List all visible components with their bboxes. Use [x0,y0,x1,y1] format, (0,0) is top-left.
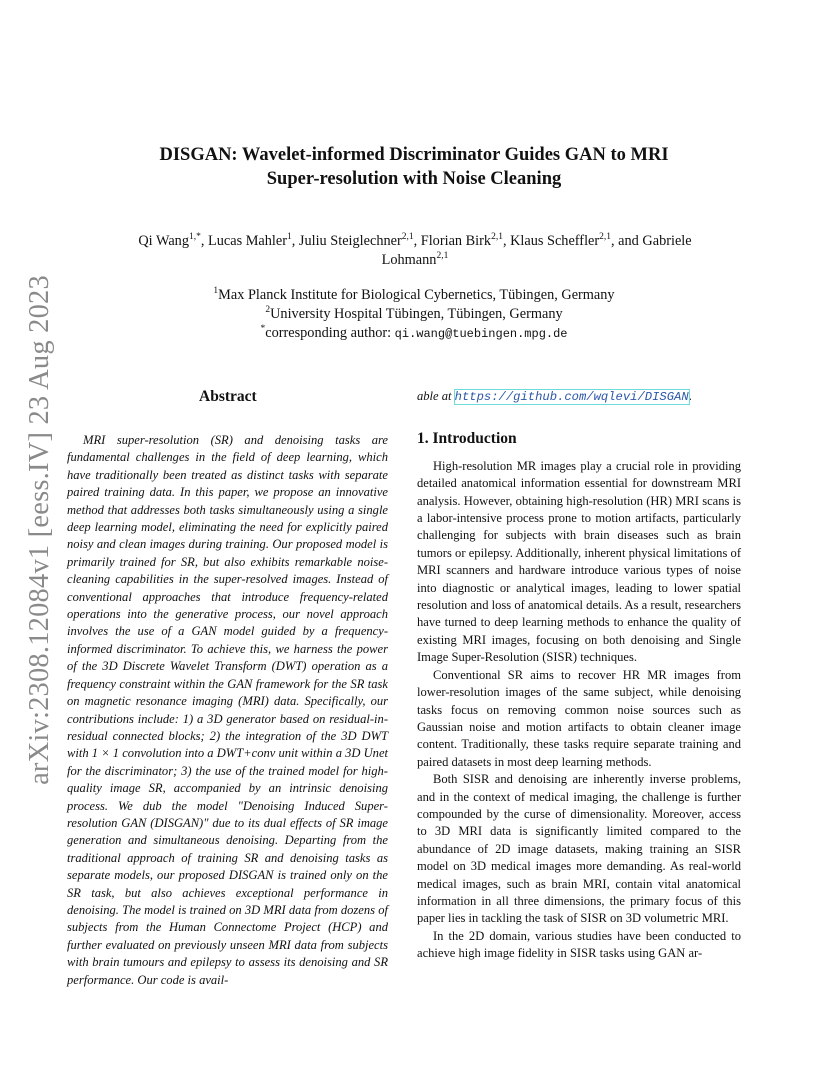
intro-paragraph-3: Both SISR and denoising are inherently inverse problems, and in the context of medical imaging, the challenge is further compounded by the curse of dimensionality. Moreover, access to 3D MRI data is significantly limited compared to the abundance of 2D image datasets, making training an SISR model on 3D medical images more demanding. As real-world medical images, such as brain MRI, contain vital anatomical information in all three dimensions, the primary focus of this paper lies in tackling the task of SISR on 3D volumetric MRI. [417,772,741,926]
introduction-heading: 1. Introduction [417,430,517,448]
author-name: Lohmann [381,252,437,268]
author-affiliation-mark: 2,1 [436,251,449,262]
author-email[interactable]: qi.wang@tuebingen.mpg.de [394,327,568,341]
intro-paragraph-1: High-resolution MR images play a crucial role in providing detailed anatomical information essential for downstream MRI analysis. However, obtaining high-resolution (HR) MRI scans is a labor-intensive process prone to motion artifacts, particularly challenging for subjects with brain diseases such as brain tumors or epilepsy. Additionally, inherent physical limitations of MRI scanners and hardware introduce various types of noise into diagnostic or analytical images, leading to lower spatial resolution and loss of anatomical details. As a result, researchers have turned to deep learning methods to enhance the quality of existing MRI images, focusing on both denoising and Single Image Super-Resolution (SISR) techniques. [417,458,741,665]
title-line-2: Super-resolution with Noise Cleaning [266,169,562,189]
abstract-continuation: able at https://github.com/wqlevi/DISGAN. [417,389,692,404]
author-list [82,232,748,270]
affiliation-1: $^1$Max Planck Institute for Biological Cybernetics, Tübingen, Germany [213,286,615,303]
title-line-1: DISGAN: Wavelet-informed Discriminator Guides GAN to MRI [159,145,669,165]
author-name: , Juliu Steiglechner [291,233,402,249]
affiliations [120,286,708,344]
author-affiliation-mark: 1 [287,232,292,243]
author-affiliation-mark: 2,1 [401,232,414,243]
corresponding-author: *corresponding author: qi.wang@tuebingen.mpg.de [260,324,568,341]
author-name: , Klaus Scheffler [502,233,600,249]
author-affiliation-mark: 2,1 [599,232,612,243]
author-name: Qi Wang [138,233,189,249]
abstract-text: MRI super-resolution (SR) and denoising tasks are fundamental challenges in the field of deep learning, which have traditionally been treated as distinct tasks with separate paired training data. In this paper, we propose an innovative method that addresses both tasks simultaneously using a single deep learning model, eliminating the need for explicitly paired noisy and clean images during training. Our proposed model is primarily trained for SR, but also exhibits remarkable noise-cleaning capabilities in the super-resolved images. Instead of conventional approaches that introduce frequency-related operations into the generative process, our novel approach involves the use of a GAN model guided by a frequency-informed discriminator. To achieve this, we harness the power of the 3D Discrete Wavelet Transform (DWT) operation as a frequency constraint within the GAN framework for the SR task on magnetic resonance imaging (MRI) data. Specifically, our contributions include: 1) a 3D generator based on residual-in-residual connected blocks; 2) the integration of the 3D DWT with 1 × 1 convolution into a DWT+conv unit within a 3D Unet for the discriminator; 3) the use of the trained model for high-quality image SR, accompanied by an intrinsic denoising process. We dub the model "Denoising Induced Super-resolution GAN (DISGAN)" due to its dual effects of SR image generation and simultaneous denoising. Departing from the traditional approach of training SR and denoising tasks as separate models, our proposed DISGAN is trained only on the SR task, but also achieves exceptional performance in denoising. The model is trained on 3D MRI data from dozens of subjects from the Human Connectome Project (HCP) and further evaluated on previously unseen MRI data from subjects with brain tumours and epilepsy to assess its denoising and SR performance. Our code is avail- [67,433,388,987]
intro-paragraph-4: In the 2D domain, various studies have been conducted to achieve high image fidelity in SISR tasks using GAN ar- [417,928,741,961]
author-name: , and Gabriele [611,233,692,249]
intro-paragraph-2: Conventional SR aims to recover HR MR images from lower-resolution images of the same subject, while denoising tasks focus on removing common noise sources such as Gaussian noise and motion artifacts to obtain cleaner image content. Traditionally, these tasks require separate training and paired datasets in most deep learning methods. [417,667,741,769]
arxiv-identifier: arXiv:2308.12084v1 [eess.IV] 23 Aug 2023 [24,275,56,785]
code-link[interactable]: https://github.com/wqlevi/DISGAN [454,390,689,404]
affiliation-2: $^2$University Hospital Tübingen, Tübingen, Germany [265,305,563,322]
abstract-body [67,432,388,989]
right-column [417,388,741,963]
author-name: , Lucas Mahler [200,233,287,249]
author-name: , Florian Birk [413,233,492,249]
abstract-heading: Abstract [199,388,257,405]
paper-title [120,143,708,191]
author-affiliation-mark: 1,* [188,232,201,243]
author-affiliation-mark: 2,1 [491,232,503,243]
